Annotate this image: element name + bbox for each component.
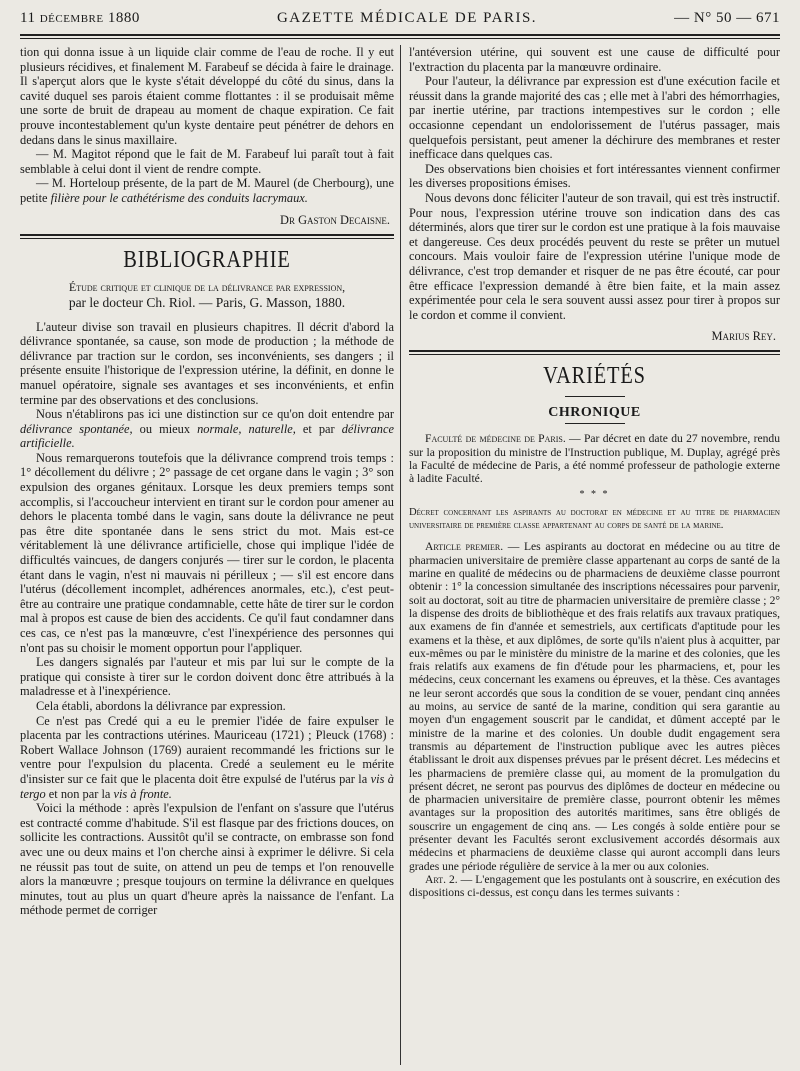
paragraph: — M. Magitot répond que le fait de M. Farabeuf lui paraît tout à fait semblable à celui dont il vient de rendre compte.: [20, 147, 394, 176]
left-column: [20, 45, 400, 1065]
right-column: [400, 45, 780, 1065]
paragraph: Pour l'auteur, la délivrance par expression est d'une exécution facile et réussit dans la grande majorité des cas ; elle met à l'abri des hémorrhagies, par inertie utérine, par tractions intempestives sur le cordon ; elle occasionne cependant un endolorissement de l'utérus passager, mais quelquefois persistant, peut amener la déchirure des membranes et rester inefficace dans quelques cas.: [409, 74, 780, 162]
issue-date: 11 décembre 1880: [20, 10, 140, 26]
separator-stars: * * *: [579, 489, 610, 501]
paragraph: Les dangers signalés par l'auteur et mis par lui sur le compte de la pratique qui consiste à tirer sur le cordon doivent donc être attribués à la maladresse et à l'inexpérience.: [20, 655, 394, 699]
section-title: VARIÉTÉS: [543, 363, 646, 390]
issue-number: — N° 50 — 671: [674, 10, 780, 26]
paragraph: Voici la méthode : après l'expulsion de l'enfant on s'assure que l'utérus est contracté comme d'habitude. S'il est flasque par des frictions douces, on sollicite les contractions. Aussitôt qu'il se contracte, on embrasse son fond avec une ou deux mains et l'on cherche ainsi à exprimer le délivre. Si cela ne réussit pas tout de suite, on attend un peu de temps et l'on renouvelle alors la manœuvre ; presque toujours on termine la délivrance en quelques minutes, tout au plus un quart d'heure après la naissance de l'enfant. La méthode permet de corriger: [20, 801, 394, 918]
book-reference: Étude critique et clinique de la délivrance par expression, par le docteur Ch. Riol. — Paris, G. Masson, 1880.: [68, 279, 346, 310]
section-title: BIBLIOGRAPHIE: [123, 246, 291, 273]
paragraph: l'antéversion utérine, qui souvent est une cause de difficulté pour l'extraction du placenta par la manœuvre ordinaire.: [409, 45, 780, 74]
paragraph: Faculté de médecine de Paris. — Par décret en date du 27 novembre, rendu sur la proposition du ministre de l'Instruction publique, M. Duplay, agrégé près la Faculté de médecine de Paris, a été nommé professeur de pathologie externe à ladite Faculté.: [409, 432, 780, 486]
paragraph: Des observations bien choisies et fort intéressantes viennent confirmer les diverses propositions émises.: [409, 161, 780, 191]
signature: Marius Rey.: [711, 329, 776, 344]
signature: Dr Gaston Decaisne.: [280, 212, 390, 227]
paragraph: L'auteur divise son travail en plusieurs chapitres. Il décrit d'abord la délivrance spontanée, sa cause, son mode de production ; la méthode de délivrance par traction sur le cordon, ses inconvénients, ses dangers ; il présente ensuite l'historique de l'expression utérine, la définit, en donne le manuel opératoire, signale ses avantages et ses inconvénients, et enfin termine par des observations et des conclusions.: [20, 319, 394, 407]
short-rule: [565, 396, 625, 397]
paragraph: tion qui donna issue à un liquide clair comme de l'eau de roche. Il y eut plusieurs récidives, et finalement M. Farabeuf se décida à faire le drainage. Il s'aperçut alors que le kyste s'était développé du côté du sinus, dans la cavité duquel ses parois étaient comme flottantes : il se produisait même une sorte de bruit de drapeau au moment de chaque expiration. Ce fait prouve incontestablement qu'un kyste dentaire peut pénétrer de dehors en dedans dans le sinus maxillaire.: [20, 45, 394, 147]
paragraph: Nous remarquerons toutefois que la délivrance comprend trois temps : 1° décollement du délivre ; 2° passage de cet organe dans le vagin ; 3° son expulsion des organes génitaux. Lorsque les deux premiers temps sont accomplis, si l'accoucheur intervient en tirant sur le cordon pour amener au dehors le placenta tombé dans le vagin, sans doute la délivrance ne peut pas être dite spontanée dans le sens strict du mot. Mais est-ce véritablement là une délivrance artificielle, chose qui implique l'idée de difficultés vaincues, de dangers conjurés — tirer sur le cordon, le placenta étant dans le vagin, n'est ni mauvais ni périlleux ; — s'il est encore dans l'utérus (décollement incomplet, adhérences anormales, etc.), c'est peut-être au contraire une pratique condamnable, cette hâte de tirer sur le cordon mal à propos est cause de bien des accidents. Ce qu'il faut condamner dans ces cas, ce n'est pas la manœuvre, c'est l'inexpérience des personnes qui n'ont pas su choisir le moment opportun pour l'appliquer.: [20, 450, 394, 655]
page-header: [20, 10, 780, 30]
paragraph: Nous n'établirons pas ici une distinction sur ce qu'on doit entendre par délivrance spontanée, ou mieux normale, naturelle, et par délivrance artificielle.: [20, 407, 394, 451]
paragraph: Ce n'est pas Credé qui a eu le premier l'idée de faire expulser le placenta par les contractions utérines. Mauriceau (1721) ; Pleuck (1768) : Robert Wallace Johnson (1769) auraient recommandé les frictions sur le ventre pour l'expulsion du placenta. Credé a seulement eu le mérite d'insister sur ce fait que le placenta doit être expulsé de l'utérus par la vis à tergo et non par la vis à fronte.: [20, 713, 394, 801]
paragraph: Art. 2. — L'engagement que les postulants ont à souscrire, en exécution des dispositions ci-dessus, est conçu dans les termes suivants :: [409, 872, 780, 900]
short-rule: [565, 423, 625, 424]
paragraph: Nous devons donc féliciter l'auteur de son travail, qui est très instructif. Pour nous, l'expression utérine trouve son indication dans des cas déterminés, alors que tirer sur le cordon est une pratique à la fois mauvaise et dangereuse. Ces deux procédés peuvent du reste se prêter un mutuel concours. Mais vouloir faire de l'expression utérine l'unique mode de délivrance, c'est trop demander et risquer de ne pas être écouté, car pour être efficace l'expression demandé à être bien faite, et la main assez expérimentée pour cela le sera souvent aussi assez pour tirer à propos sur le cordon et comme il convient.: [409, 190, 780, 322]
subsection-title: CHRONIQUE: [548, 405, 641, 421]
section-rule: [20, 234, 394, 239]
decree-heading: Décret concernant les aspirants au doctorat en médecine et au titre de pharmacien universitaire de première classe appartenant au corps de santé de la marine.: [409, 507, 780, 532]
journal-title: GAZETTE MÉDICALE DE PARIS.: [276, 10, 538, 26]
paragraph: Article premier. — Les aspirants au doctorat en médecine ou au titre de pharmacien universitaire de première classe appartenant au corps de santé de la marine en qualité de médecins ou de pharmaciens de deuxième classe pourront obtenir : 1° la concession simultanée des inscriptions nécessaires pour parvenir, soit au doctorat, soit au titre de pharmacien universitaire de première classe ; 2° la dispense des droits de bibliothèque et des frais relatifs aux travaux pratiques, aux examens de fin d'année et semestriels, aux certificats d'aptitude pour les examens et la thèse, et aux diplômes, de sorte qu'ils n'aient plus à acquitter, par eux-mêmes ou par le ministère du ministre de la marine et des colonies, que les frais relatifs aux examens de fin d'étude pour les pharmaciens, et, pour les médecins, ceux concernant les examens ou épreuves, et la thèse. Ces avantages ne leur seront accordés que sous la condition de se vouer, pendant cinq années au moins, au service de santé de la marine, condition qui sera garantie au moyen d'un engagement souscrit par le candidat, et dûment accepté par le ministre de la marine et des colonies. Un double dudit engagement sera transmis au département de l'instruction publique avec les autres pièces établissant le droit aux dispenses prévues par le présent décret. Les médecins et les pharmaciens de première classe qui, au moment de la promulgation du présent décret, ne seront pas pourvus des diplômes de docteur en médecine ou de pharmacien universitaire de première classe, pourront obtenir les mêmes avantages sur la proposition des autorités maritimes, sans être obligés de souscrire un engagement de cinq ans. — Les congés à solde entière pour se présenter devant les Facultés seront exclusivement accordés désormais aux médecins et pharmaciens de deuxième classe qui auront accompli dans leurs grades une période régulière de service à la mer ou aux colonies.: [409, 540, 780, 873]
section-rule: [409, 350, 780, 355]
paragraph: Cela établi, abordons la délivrance par expression.: [36, 698, 286, 713]
paragraph: — M. Horteloup présente, de la part de M. Maurel (de Cherbourg), une petite filière pour le cathétérisme des conduits lacrymaux.: [20, 176, 394, 205]
header-rule: [20, 34, 780, 39]
